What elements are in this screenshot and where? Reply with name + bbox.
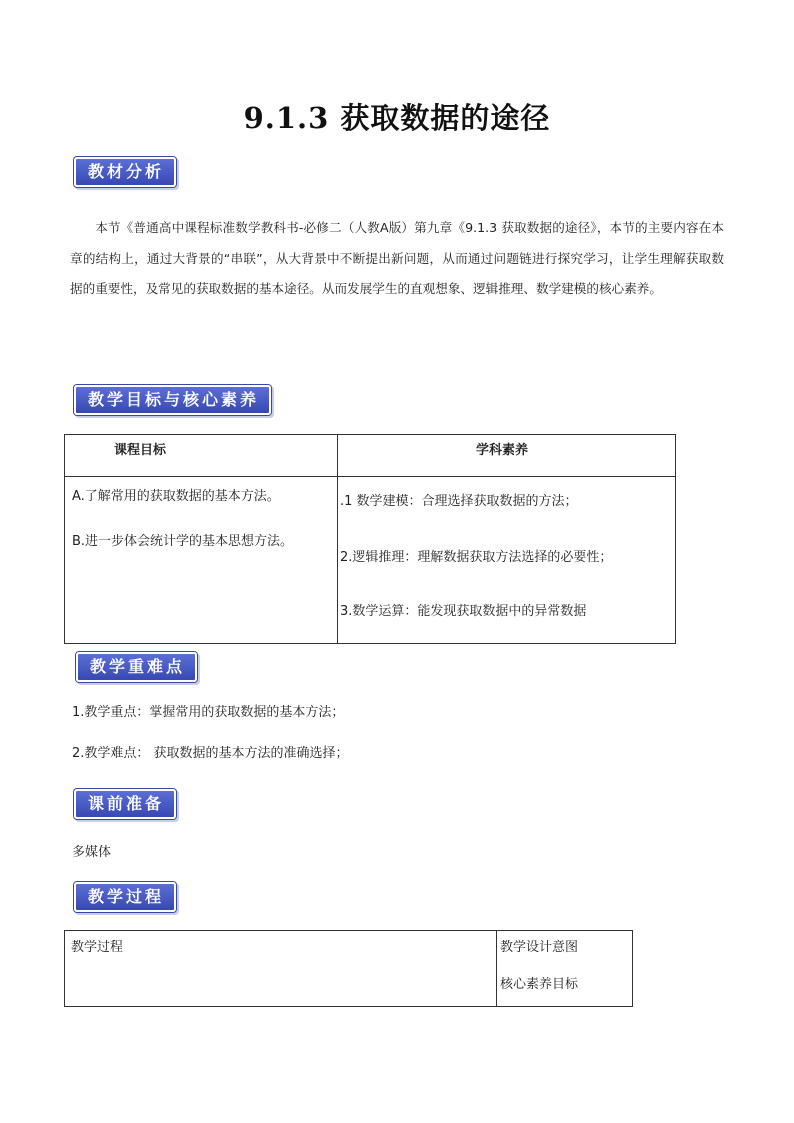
process-right-sub: 核心素养目标: [500, 977, 579, 992]
process-right-header: 教学设计意图: [500, 940, 579, 955]
difficulty-text: 2.教学难点： 获取数据的基本方法的准确选择；: [72, 746, 349, 761]
goals-header-literacy: 学科素养: [476, 443, 529, 458]
goals-header-course: 课程目标: [114, 443, 167, 458]
literacy-item-2: 2.逻辑推理：理解数据获取方法选择的必要性；: [340, 550, 613, 565]
literacy-item-3: 3.数学运算：能发现获取数据中的异常数据: [340, 604, 587, 619]
process-left-header: 教学过程: [71, 940, 124, 955]
section-badge-process: 教学过程: [74, 882, 176, 912]
literacy-item-1: .1 数学建模：合理选择获取数据的方法；: [340, 494, 578, 509]
section-badge-keypoints: 教学重难点: [76, 652, 197, 682]
process-left-cell: [65, 931, 497, 1007]
section-badge-analysis: 教材分析: [74, 157, 176, 187]
key-point-text: 1.教学重点：掌握常用的获取数据的基本方法；: [72, 705, 345, 720]
analysis-paragraph: 本节《普通高中课程标准数学教科书-必修二（人教A版）第九章《9.1.3 获取数据的途径》，本节的主要内容在本章的结构上，通过大背景的“串联”，从大背景中不断提出新问题，从而通过问题链进行探究学习，让学生理解获取数据的重要性，及常见的获取数据的基本途径。从而发展学生的直观想象、逻辑推理、数学建模的核心素养。: [70, 220, 724, 296]
section-badge-goals: 教学目标与核心素养: [74, 385, 271, 415]
goal-item-b: B.进一步体会统计学的基本思想方法。: [72, 534, 294, 549]
goals-header-left-cell: [65, 435, 338, 477]
goal-item-a: A.了解常用的获取数据的基本方法。: [72, 489, 280, 504]
section-badge-preparation: 课前准备: [74, 789, 176, 819]
page-title: 9.1.3 获取数据的途径: [243, 101, 551, 135]
preparation-text: 多媒体: [72, 845, 112, 860]
